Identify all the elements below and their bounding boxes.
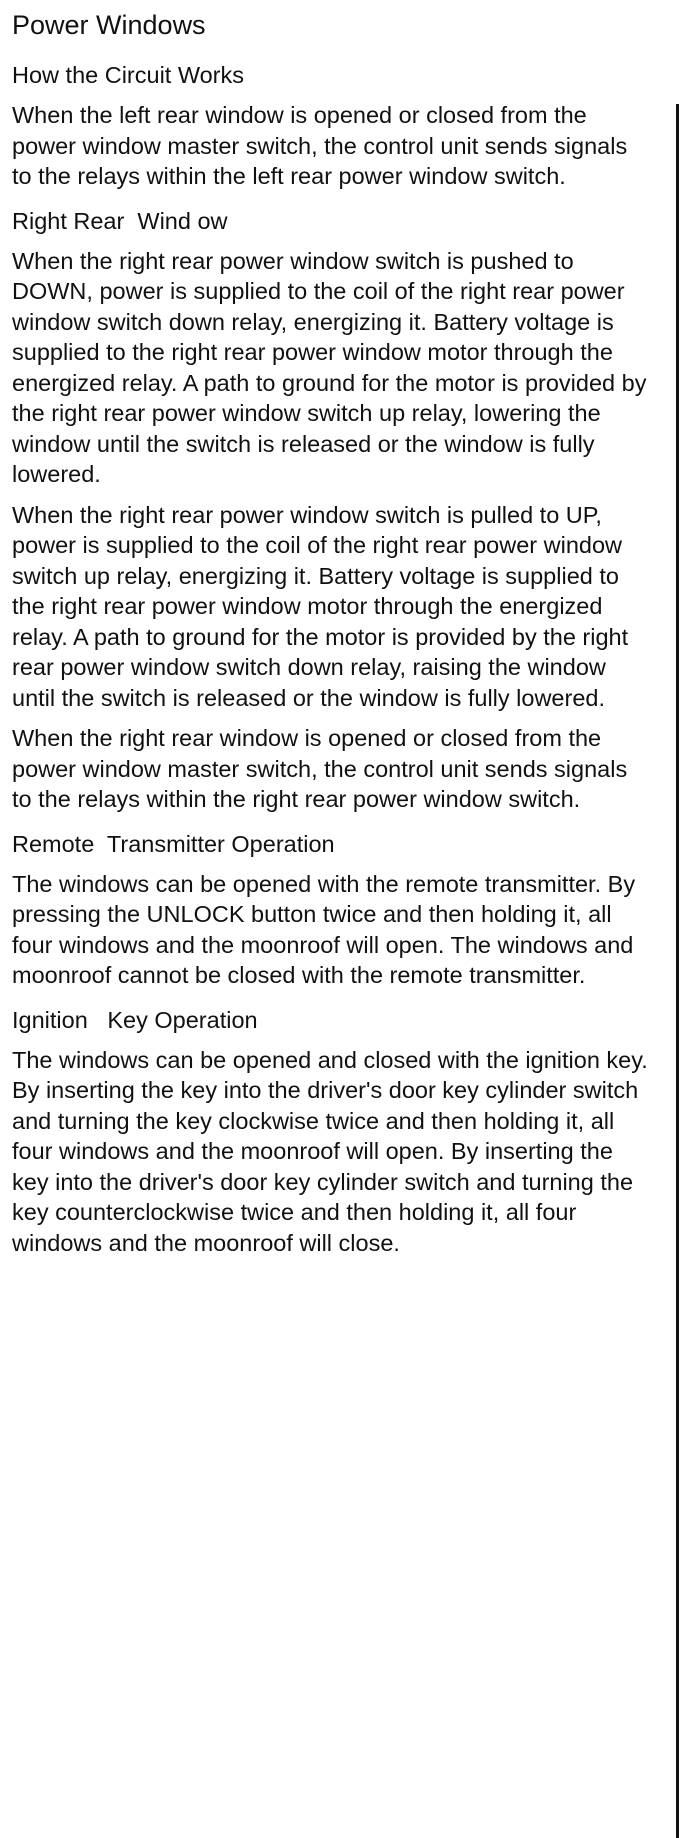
section-heading-ignition-key: Ignition Key Operation [12, 1006, 258, 1033]
section-heading-right-rear-window: Right Rear Wind ow [12, 207, 228, 234]
section-heading-how-circuit-works: How the Circuit Works [12, 62, 245, 88]
section-heading-remote-transmitter: Remote Transmitter Operation [12, 830, 335, 857]
document-page [12, 0, 652, 1258]
paragraph-right-rear-master-switch: When the right rear window is opened or closed from the power window master switch, the control unit sends signals to the relays within the right rear power window switch. [12, 725, 628, 812]
paragraph-right-rear-down: When the right rear power window switch is pushed to DOWN, power is supplied to the coil of the right rear power window switch down relay, energizing it. Battery voltage is supplied to the right rear power window motor through the energized relay. A path to ground for the motor is provided by the right rear power window switch up relay, lowering the window until the switch is released or the window is fully lowered. [12, 247, 647, 487]
paragraph-right-rear-up: When the right rear power window switch is pulled to UP, power is supplied to the coil of the right rear power window switch up relay, energizing it. Battery voltage is supplied to the right rear power window motor through the energized relay. A path to ground for the motor is provided by the right rear power window switch down relay, raising the window until the switch is released or the window is fully lowered. [12, 501, 629, 711]
change-bar-rule [676, 104, 679, 1838]
paragraph-ignition-key: The windows can be opened and closed with the ignition key. By inserting the key into the driver's door key cylinder switch and turning the key clockwise twice and then holding it, all four windows and the moonroof will open. By inserting the key into the driver's door key cylinder switch and turning the key counterclockwise twice and then holding it, all four windows and the moonroof will close. [12, 1046, 648, 1256]
paragraph-left-rear-master-switch: When the left rear window is opened or closed from the power window master switch, the control unit sends signals to the relays within the left rear power window switch. [12, 102, 628, 189]
page-title: Power Windows [12, 10, 206, 40]
paragraph-remote-transmitter: The windows can be opened with the remote transmitter. By pressing the UNLOCK button twice and then holding it, all four windows and the moonroof will open. The windows and moonroof cannot be closed with the remote transmitter. [12, 870, 636, 988]
